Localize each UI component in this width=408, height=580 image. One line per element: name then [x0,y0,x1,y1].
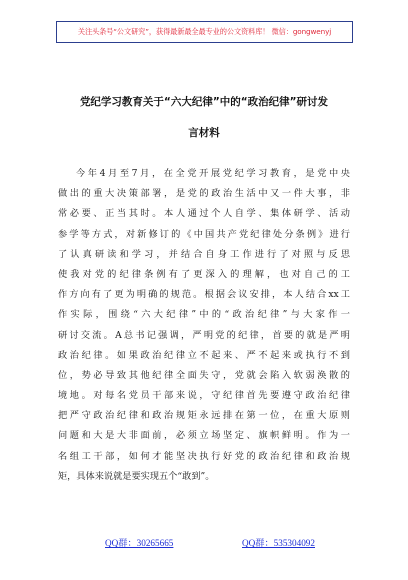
body-line: 今年4月至7月，在全党开展党纪学习教育，是党中央 [76,168,350,179]
body-line: 政治纪律。如果政治纪律立不起来、严不起来或执行不到 [58,349,350,361]
body-line: 参学等方式，对新修订的《中国共产党纪律处分条例》进行 [58,228,350,240]
body-line: 研讨交流。A总书记强调，严明党的纪律，首要的就是严明 [58,329,350,341]
body-line: 作方向有了更为明确的规范。根据会议安排，本人结合xx工 [58,289,350,301]
qq-group-link-2[interactable]: QQ群：535304092 [242,538,315,548]
header-banner [56,21,353,43]
body-line: 使我对党的纪律条例有了更深入的理解，也对自己的工 [58,268,350,280]
body-line: 常必要、正当其时。本人通过个人自学、集体研学、活动 [58,208,350,220]
qq-group-link-1[interactable]: QQ群：30265665 [105,538,174,548]
body-line: 名组工干部，如何才能坚决执行好党的政治纪律和政治规 [58,450,350,462]
body-line: 了认真研读和学习，并结合自身工作进行了对照与反思 [58,248,350,260]
document-body [58,164,350,487]
body-line: 问题和大是大非面前，必须立场坚定、旗帜鲜明。作为一 [58,430,350,442]
body-line: 境地。对每名党员干部来说，守纪律首先要遵守政治纪律 [58,390,350,402]
body-line: 做出的重大决策部署，是党的政治生活中又一件大事，非 [58,188,350,200]
body-line: 把严守政治纪律和政治规矩永远排在第一位，在重大原则 [58,410,350,422]
body-line: 矩，具体来说就是要实现五个“敢到”。 [58,470,215,482]
body-line: 作实际，围绕“六大纪律”中的“政治纪律”与大家作一 [58,309,350,321]
body-line: 位，势必导致其他纪律全面失守，党就会陷入软弱涣散的 [58,369,350,381]
page-footer [0,535,408,549]
header-banner-text: 关注头条号“公文研究”，获得最新最全最专业的公文资料库！ 微信：gongwenyj [77,27,332,36]
document-title-line2: 言材料 [188,127,220,139]
document-title-line1: 党纪学习教育关于“六大纪律”中的“政治纪律”研讨发 [79,96,329,108]
